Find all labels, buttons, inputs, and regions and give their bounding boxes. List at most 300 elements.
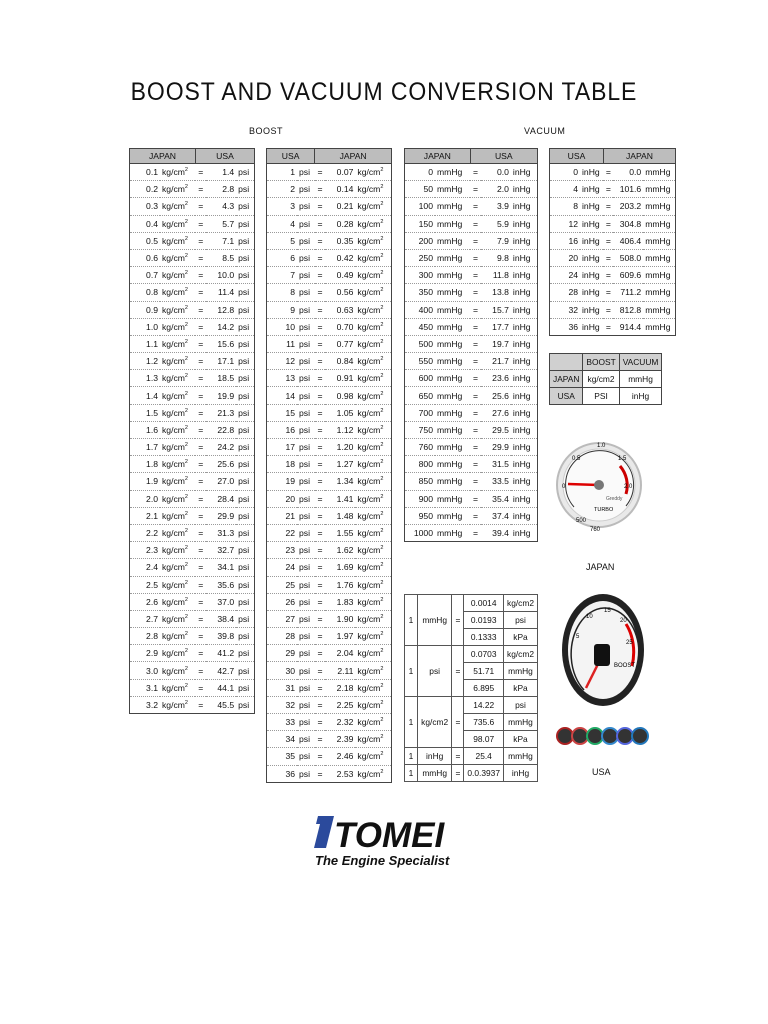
equals-sign: =: [470, 439, 481, 456]
unit-label: psi: [297, 232, 315, 249]
equals-sign: =: [195, 439, 206, 456]
equals-sign: =: [315, 439, 326, 456]
table-row: [267, 748, 392, 765]
table-row: [130, 524, 255, 541]
equals-sign: =: [195, 593, 206, 610]
equals-sign: =: [315, 164, 326, 181]
table-row: [550, 232, 676, 249]
table-row: [267, 164, 392, 181]
unit-label: inHg: [511, 490, 538, 507]
value-cell: 31.5: [481, 456, 511, 473]
vacuum-japan-usa-table: [404, 148, 538, 542]
unit-label: mmHg: [435, 284, 470, 301]
unit-label: psi: [236, 404, 254, 421]
unit-label: $kg/cm^2$: [355, 232, 391, 249]
table-row: [130, 507, 255, 524]
table-row: [130, 198, 255, 215]
value-cell: 0.21: [325, 198, 355, 215]
table-row: [267, 576, 392, 593]
equals-sign: =: [195, 198, 206, 215]
value-cell: 16: [267, 421, 298, 438]
table-row: [267, 628, 392, 645]
unit-label: $kg/cm^2$: [355, 507, 391, 524]
equals-sign: =: [315, 421, 326, 438]
unit-label: psi: [297, 301, 315, 318]
unit-label: mmHg: [435, 353, 470, 370]
value-cell: 12: [550, 215, 581, 232]
equals-sign: =: [315, 198, 326, 215]
unit-label: psi: [297, 181, 315, 198]
value-cell: 44.1: [206, 679, 236, 696]
value-cell: 35.4: [481, 490, 511, 507]
value-cell: 0.07: [325, 164, 355, 181]
value-cell: 2.5: [130, 576, 161, 593]
unit-label: inHg: [511, 301, 538, 318]
value-cell: 0: [550, 164, 581, 181]
equals-sign: =: [315, 456, 326, 473]
unit-label: $kg/cm^2$: [355, 215, 391, 232]
value-cell: 3: [267, 198, 298, 215]
conversion-value: 0.0014: [464, 595, 504, 612]
value-cell: 1.5: [130, 404, 161, 421]
table-row: [130, 559, 255, 576]
equals-sign: =: [195, 696, 206, 713]
legend-cell: PSI: [583, 388, 619, 405]
table-row: [267, 370, 392, 387]
value-cell: 12: [267, 353, 298, 370]
unit-label: inHg: [511, 249, 538, 266]
unit-label: psi: [297, 456, 315, 473]
conversion-value: 0.0703: [464, 646, 504, 663]
equals-sign: =: [470, 404, 481, 421]
table-row: [130, 576, 255, 593]
logo-wordmark: TOMEI: [334, 816, 445, 855]
value-cell: 0.8: [130, 284, 161, 301]
boost-usa-japan-table: [266, 148, 392, 783]
table-row: [130, 335, 255, 352]
value-cell: 13.8: [481, 284, 511, 301]
table-row: [267, 267, 392, 284]
equals-sign: =: [470, 473, 481, 490]
value-cell: 32: [550, 301, 581, 318]
unit-label: psi: [297, 353, 315, 370]
value-cell: 1.90: [325, 610, 355, 627]
unit-label: inHg: [580, 215, 603, 232]
value-cell: 2.53: [325, 765, 355, 782]
value-cell: 200: [405, 232, 436, 249]
unit-label: $kg/cm^2$: [355, 353, 391, 370]
unit-label: $kg/cm^2$: [355, 301, 391, 318]
conversion-unit: mmHg: [417, 595, 451, 646]
legend-boost-header: BOOST: [583, 354, 619, 371]
unit-label: psi: [297, 542, 315, 559]
table-row: [267, 301, 392, 318]
value-cell: 0.4: [130, 215, 161, 232]
value-cell: 2.0: [130, 490, 161, 507]
table-row: [405, 353, 538, 370]
gauge-tick-label: 1.5: [618, 456, 627, 462]
unit-label: psi: [297, 714, 315, 731]
table-row: [130, 542, 255, 559]
value-cell: 1000: [405, 524, 436, 541]
table-row: [405, 421, 538, 438]
conversion-qty: 1: [405, 646, 418, 697]
unit-label: psi: [297, 335, 315, 352]
value-cell: 29.5: [481, 421, 511, 438]
unit-label: mmHg: [435, 198, 470, 215]
value-cell: 24: [267, 559, 298, 576]
equals-sign: =: [470, 370, 481, 387]
unit-label: psi: [236, 524, 254, 541]
value-cell: 1.97: [325, 628, 355, 645]
value-cell: 29: [267, 645, 298, 662]
table-row: [130, 353, 255, 370]
table-row: [130, 421, 255, 438]
table-row: [405, 404, 538, 421]
unit-label: psi: [236, 301, 254, 318]
unit-label: inHg: [511, 267, 538, 284]
unit-label: inHg: [511, 284, 538, 301]
unit-label: psi: [236, 593, 254, 610]
unit-label: psi: [236, 473, 254, 490]
table-row: [550, 318, 676, 335]
equals-sign: =: [195, 404, 206, 421]
value-cell: 1.76: [325, 576, 355, 593]
table-header: USA: [195, 149, 254, 164]
value-cell: 35.6: [206, 576, 236, 593]
value-cell: 18: [267, 456, 298, 473]
table-row: [130, 164, 255, 181]
unit-label: $kg/cm^2$: [355, 662, 391, 679]
equals-sign: =: [315, 215, 326, 232]
value-cell: 0.77: [325, 335, 355, 352]
table-row: [130, 181, 255, 198]
table-row: [405, 267, 538, 284]
value-cell: 1.7: [130, 439, 161, 456]
value-cell: 24: [550, 267, 581, 284]
unit-label: $kg/cm^2$: [355, 645, 391, 662]
unit-label: psi: [297, 507, 315, 524]
unit-label: psi: [236, 267, 254, 284]
equals-sign: =: [603, 249, 613, 266]
unit-label: inHg: [511, 473, 538, 490]
value-cell: 37.4: [481, 507, 511, 524]
table-row: [550, 267, 676, 284]
unit-label: inHg: [511, 524, 538, 541]
unit-label: psi: [297, 198, 315, 215]
unit-label: $kg/cm^2$: [355, 765, 391, 782]
conversion-value: 25.4: [464, 748, 504, 765]
unit-label: inHg: [511, 164, 538, 181]
equals-sign: =: [470, 198, 481, 215]
value-cell: 10.0: [206, 267, 236, 284]
equals-sign: =: [195, 490, 206, 507]
value-cell: 18.5: [206, 370, 236, 387]
value-cell: 17.7: [481, 318, 511, 335]
unit-label: $kg/cm^2$: [355, 748, 391, 765]
unit-label: $kg/cm^2$: [160, 387, 195, 404]
value-cell: 400: [405, 301, 436, 318]
unit-label: psi: [297, 679, 315, 696]
unit-label: psi: [236, 232, 254, 249]
table-row: [550, 164, 676, 181]
value-cell: 1.48: [325, 507, 355, 524]
unit-label: mmHg: [435, 232, 470, 249]
tomei-logo: [312, 812, 462, 868]
value-cell: 1.3: [130, 370, 161, 387]
unit-label: psi: [297, 249, 315, 266]
table-row: [267, 559, 392, 576]
conversion-qty: 1: [405, 765, 418, 782]
value-cell: 15: [267, 404, 298, 421]
unit-label: inHg: [511, 507, 538, 524]
table-row: [405, 164, 538, 181]
value-cell: 23: [267, 542, 298, 559]
table-row: [130, 439, 255, 456]
table-row: [130, 610, 255, 627]
value-cell: 1.6: [130, 421, 161, 438]
equals-sign: =: [195, 421, 206, 438]
unit-label: mmHg: [435, 370, 470, 387]
equals-sign: =: [195, 542, 206, 559]
value-cell: 2.7: [130, 610, 161, 627]
unit-label: $kg/cm^2$: [355, 559, 391, 576]
legend-row-label: USA: [550, 388, 583, 405]
value-cell: 760: [405, 439, 436, 456]
value-cell: 2.6: [130, 593, 161, 610]
conversion-row: [405, 765, 538, 782]
equals-sign: =: [195, 215, 206, 232]
table-row: [405, 181, 538, 198]
legend-vacuum-header: VACUUM: [619, 354, 662, 371]
table-row: [267, 593, 392, 610]
equals-sign: =: [452, 748, 464, 765]
unit-label: $kg/cm^2$: [160, 542, 195, 559]
unit-label: $kg/cm^2$: [355, 387, 391, 404]
boost-section-label: BOOST: [249, 126, 284, 136]
table-row: [405, 215, 538, 232]
equals-sign: =: [195, 284, 206, 301]
unit-label: psi: [297, 696, 315, 713]
value-cell: 850: [405, 473, 436, 490]
equals-sign: =: [195, 232, 206, 249]
value-cell: 4: [267, 215, 298, 232]
table-row: [130, 318, 255, 335]
conversion-value-unit: kPa: [504, 731, 538, 748]
value-cell: 4: [550, 181, 581, 198]
conversion-value: 6.895: [464, 680, 504, 697]
unit-label: $kg/cm^2$: [160, 301, 195, 318]
unit-label: $kg/cm^2$: [355, 679, 391, 696]
table-row: [550, 215, 676, 232]
unit-label: psi: [297, 404, 315, 421]
unit-label: $kg/cm^2$: [355, 542, 391, 559]
unit-label: psi: [236, 198, 254, 215]
table-row: [267, 662, 392, 679]
equals-sign: =: [195, 628, 206, 645]
value-cell: 14: [267, 387, 298, 404]
usa-boost-gauge-image: [556, 584, 650, 754]
table-row: [405, 439, 538, 456]
table-row: [550, 198, 676, 215]
unit-label: psi: [236, 559, 254, 576]
unit-label: psi: [297, 473, 315, 490]
unit-label: mmHg: [643, 267, 675, 284]
equals-sign: =: [315, 335, 326, 352]
unit-label: $kg/cm^2$: [160, 628, 195, 645]
unit-label: $kg/cm^2$: [160, 164, 195, 181]
table-row: [405, 507, 538, 524]
unit-label: $kg/cm^2$: [355, 284, 391, 301]
value-cell: 2.32: [325, 714, 355, 731]
value-cell: 10: [267, 318, 298, 335]
conversion-value: 98.07: [464, 731, 504, 748]
value-cell: 0.7: [130, 267, 161, 284]
table-row: [550, 301, 676, 318]
unit-label: psi: [297, 215, 315, 232]
value-cell: 0.5: [130, 232, 161, 249]
equals-sign: =: [470, 507, 481, 524]
value-cell: 13: [267, 370, 298, 387]
unit-label: $kg/cm^2$: [355, 576, 391, 593]
value-cell: 27.6: [481, 404, 511, 421]
value-cell: 0.0: [613, 164, 643, 181]
equals-sign: =: [603, 284, 613, 301]
value-cell: 2.2: [130, 524, 161, 541]
unit-label: psi: [236, 490, 254, 507]
unit-label: $kg/cm^2$: [160, 267, 195, 284]
value-cell: 17: [267, 439, 298, 456]
legend-cell: mmHg: [619, 371, 662, 388]
equals-sign: =: [470, 181, 481, 198]
conversion-unit: kg/cm2: [417, 697, 451, 748]
equals-sign: =: [315, 610, 326, 627]
equals-sign: =: [195, 679, 206, 696]
unit-label: $kg/cm^2$: [160, 576, 195, 593]
value-cell: 350: [405, 284, 436, 301]
value-cell: 0.98: [325, 387, 355, 404]
conversion-value: 14.22: [464, 697, 504, 714]
unit-label: mmHg: [435, 267, 470, 284]
unit-label: $kg/cm^2$: [160, 353, 195, 370]
table-row: [130, 645, 255, 662]
unit-label: mmHg: [435, 164, 470, 181]
value-cell: 1.12: [325, 421, 355, 438]
value-cell: 36: [550, 318, 581, 335]
unit-label: psi: [236, 662, 254, 679]
table-row: [130, 490, 255, 507]
value-cell: 11.4: [206, 284, 236, 301]
value-cell: 250: [405, 249, 436, 266]
logo-tagline: The Engine Specialist: [315, 853, 450, 868]
unit-label: inHg: [580, 249, 603, 266]
equals-sign: =: [470, 335, 481, 352]
unit-label: $kg/cm^2$: [355, 318, 391, 335]
table-row: [267, 679, 392, 696]
conversion-value-unit: mmHg: [504, 748, 538, 765]
table-row: [130, 628, 255, 645]
value-cell: 12.8: [206, 301, 236, 318]
value-cell: 19.9: [206, 387, 236, 404]
value-cell: 27: [267, 610, 298, 627]
gauge-tick-label: 760: [590, 527, 601, 533]
value-cell: 0.3: [130, 198, 161, 215]
table-row: [130, 267, 255, 284]
value-cell: 34.1: [206, 559, 236, 576]
unit-label: psi: [236, 696, 254, 713]
value-cell: 406.4: [613, 232, 643, 249]
unit-label: psi: [297, 421, 315, 438]
conversion-row: [405, 697, 538, 714]
unit-label: $kg/cm^2$: [355, 181, 391, 198]
unit-label: mmHg: [435, 181, 470, 198]
units-legend-table: [549, 353, 662, 405]
value-cell: 2.8: [130, 628, 161, 645]
unit-label: psi: [236, 387, 254, 404]
unit-label: $kg/cm^2$: [355, 731, 391, 748]
table-row: [130, 284, 255, 301]
table-row: [267, 507, 392, 524]
unit-label: $kg/cm^2$: [160, 439, 195, 456]
table-row: [267, 318, 392, 335]
conversion-value: 51.71: [464, 663, 504, 680]
table-header: JAPAN: [405, 149, 471, 164]
conversion-value-unit: psi: [504, 697, 538, 714]
value-cell: 2.25: [325, 696, 355, 713]
equals-sign: =: [315, 490, 326, 507]
table-row: [267, 714, 392, 731]
value-cell: 950: [405, 507, 436, 524]
value-cell: 0.84: [325, 353, 355, 370]
unit-label: $kg/cm^2$: [355, 439, 391, 456]
unit-label: psi: [297, 748, 315, 765]
legend-cell: inHg: [619, 388, 662, 405]
value-cell: 711.2: [613, 284, 643, 301]
unit-label: $kg/cm^2$: [355, 593, 391, 610]
value-cell: 1: [267, 164, 298, 181]
conversion-unit: psi: [417, 646, 451, 697]
table-row: [267, 645, 392, 662]
value-cell: 1.9: [130, 473, 161, 490]
unit-label: inHg: [511, 181, 538, 198]
value-cell: 35: [267, 748, 298, 765]
unit-label: mmHg: [643, 232, 675, 249]
unit-label: psi: [297, 731, 315, 748]
table-row: [550, 284, 676, 301]
equals-sign: =: [470, 353, 481, 370]
unit-label: psi: [297, 576, 315, 593]
value-cell: 1.20: [325, 439, 355, 456]
equals-sign: =: [470, 232, 481, 249]
equals-sign: =: [195, 249, 206, 266]
unit-label: psi: [297, 284, 315, 301]
unit-label: $kg/cm^2$: [355, 370, 391, 387]
value-cell: 34: [267, 731, 298, 748]
legend-row-label: JAPAN: [550, 371, 583, 388]
equals-sign: =: [470, 456, 481, 473]
value-cell: 37.0: [206, 593, 236, 610]
conversion-value-unit: inHg: [504, 765, 538, 782]
table-row: [267, 439, 392, 456]
conversion-qty: 1: [405, 697, 418, 748]
value-cell: 750: [405, 421, 436, 438]
value-cell: 812.8: [613, 301, 643, 318]
equals-sign: =: [470, 249, 481, 266]
value-cell: 3.0: [130, 662, 161, 679]
unit-label: mmHg: [435, 507, 470, 524]
value-cell: 9.8: [481, 249, 511, 266]
unit-label: $kg/cm^2$: [160, 473, 195, 490]
